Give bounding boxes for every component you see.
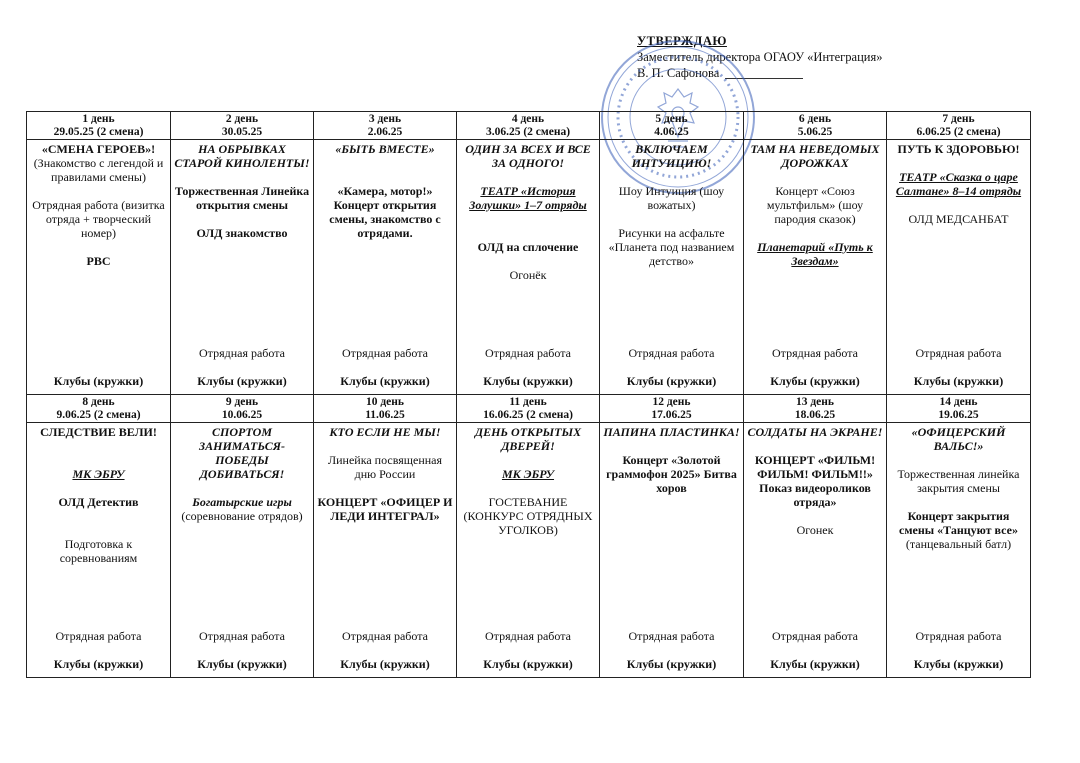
approval-position: Заместитель директора ОГАОУ «Интеграция» [637,50,883,64]
day-theme: КТО ЕСЛИ НЕ МЫ! [329,425,441,439]
event-text: МК ЭБРУ [501,467,555,481]
event-text: ОЛД МЕДСАНБАТ [908,212,1009,226]
approval-signature-row [637,65,937,81]
event-text: КОНЦЕРТ «ОФИЦЕР И ЛЕДИ ИНТЕГРАЛ» [317,495,453,523]
day-number: 6 день [798,113,832,125]
day-header [171,112,314,140]
day-header [887,112,1031,140]
day-theme: ПАПИНА ПЛАСТИНКА! [603,425,740,439]
event-text: Концерт «Золотой граммофон 2025» Битва хоров [606,453,737,495]
day-date: 11.06.25 [365,409,405,421]
event-text: РВС [86,254,111,268]
day-header [457,395,600,423]
day-date: 19.06.25 [938,409,979,421]
day-number: 5 день [655,113,688,125]
day-header [314,112,457,140]
event-text: Планетарий «Путь к Звездам» [757,240,873,268]
day-header [27,395,171,423]
day-cell-1 [27,140,171,395]
clubs-label: Клубы (кружки) [626,374,717,388]
event-text: ОЛД Детектив [58,495,139,509]
day-date: 4.06.25 [654,126,689,138]
day-number: 2 день [225,113,259,125]
squad-work-label: Отрядная работа [772,346,858,360]
day-cell-8 [27,423,171,678]
squad-work-label: Отрядная работа [628,629,715,643]
day-cell-14 [887,423,1031,678]
clubs-label: Клубы (кружки) [197,374,287,388]
day-header [27,112,171,140]
theme-note: (Знакомство с легендой и правилами смены) [33,156,164,184]
day-theme: СПОРТОМ ЗАНИМАТЬСЯ- ПОБЕДЫ ДОБИВАТЬСЯ! [199,425,285,481]
schedule-table [26,111,1031,678]
day-theme: НА ОБРЫВКАХ СТАРОЙ КИНОЛЕНТЫ! [174,142,310,170]
clubs-label: Клубы (кружки) [53,657,144,671]
event-text: Рисунки на асфальте «Планета под названием детство» [608,226,735,268]
event-text: Торжественная линейка закрытия смены [897,467,1020,495]
day-theme: СЛЕДСТВИЕ ВЕЛИ! [40,425,157,439]
event-text: Торжественная Линейка открытия смены [174,184,310,212]
day-number: 3 день [368,113,402,125]
day-date: 9.06.25 (2 смена) [56,409,141,421]
day-header [887,395,1031,423]
day-date: 6.06.25 (2 смена) [916,126,1001,138]
event-text: ТЕАТР «История Золушки» 1–7 отряды [469,184,587,212]
day-header [457,112,600,140]
approval-block [637,33,937,81]
event-text: ТЕАТР «Сказка о царе Салтане» 8–14 отряды [895,170,1022,198]
clubs-label: Клубы (кружки) [626,657,717,671]
day-date: 29.05.25 (2 смена) [53,126,144,138]
day-date: 18.06.25 [794,409,836,421]
day-cell-10 [314,423,457,678]
day-theme: СОЛДАТЫ НА ЭКРАНЕ! [747,425,883,439]
day-number: 1 день [82,113,115,125]
day-header [171,395,314,423]
clubs-label: Клубы (кружки) [483,657,573,671]
header-row-week1 [27,112,1031,140]
squad-work-label: Отрядная работа [199,629,285,643]
event-text: Концерт «Союз мультфильм» (шоу пародия сказок) [766,184,864,226]
event-text: КОНЦЕРТ «ФИЛЬМ!ФИЛЬМ! ФИЛЬМ!!» Показ видеороликов отряда» [754,453,876,509]
day-date: 17.06.25 [651,409,692,421]
day-date: 2.06.25 [367,126,403,138]
day-cell-2 [171,140,314,395]
day-cell-9 [171,423,314,678]
event-text: Богатырские игры [192,495,292,509]
day-header [600,395,744,423]
day-theme: «СМЕНА ГЕРОЕВ»! [41,142,156,156]
clubs-label: Клубы (кружки) [770,657,860,671]
event-text: Концерт закрытия смены «Танцуют все» [899,509,1018,537]
day-number: 7 день [942,113,975,125]
squad-work-label: Отрядная работа [915,346,1002,360]
day-cell-12 [600,423,744,678]
day-number: 14 день [939,396,978,408]
day-cell-3 [314,140,457,395]
squad-work-label: Отрядная работа [55,629,142,643]
clubs-label: Клубы (кружки) [483,374,573,388]
event-text: ОЛД знакомство [196,226,288,240]
approval-title: УТВЕРЖДАЮ [637,34,727,48]
clubs-label: Клубы (кружки) [770,374,860,388]
event-text: ОЛД на сплочение [477,240,579,254]
clubs-label: Клубы (кружки) [340,657,430,671]
event-text: МК ЭБРУ [72,467,125,481]
day-cell-6 [744,140,887,395]
squad-work-label: Отрядная работа [485,346,571,360]
clubs-label: Клубы (кружки) [913,374,1004,388]
body-row-week2 [27,423,1031,678]
squad-work-label: Отрядная работа [485,629,571,643]
day-theme: ПУТЬ К ЗДОРОВЬЮ! [897,142,1020,156]
day-theme: ВКЛЮЧАЕМ ИНТУИЦИЮ! [631,142,712,170]
body-row-week1 [27,140,1031,395]
event-text: Шоу Интуиция (шоу вожатых) [618,184,725,212]
day-date: 16.06.25 (2 смена) [483,409,573,421]
squad-work-label: Отрядная работа [772,629,858,643]
day-header [744,395,887,423]
event-text: ГОСТЕВАНИЕ (КОНКУРС ОТРЯДНЫХ УГОЛКОВ) [463,495,593,537]
event-note: (соревнование отрядов) [181,509,303,523]
event-text: Линейка посвященная дню России [327,453,443,481]
day-cell-11 [457,423,600,678]
day-cell-5 [600,140,744,395]
day-theme: «ОФИЦЕРСКИЙ ВАЛЬС!» [911,425,1006,453]
day-cell-4 [457,140,600,395]
squad-work-label: Отрядная работа [342,629,428,643]
day-theme: «БЫТЬ ВМЕСТЕ» [335,142,435,156]
event-text: Отрядная работа (визитка отряда + творческий номер) [32,198,165,240]
signature-line [725,78,803,79]
clubs-label: Клубы (кружки) [913,657,1004,671]
day-theme: ДЕНЬ ОТКРЫТЫХ ДВЕРЕЙ! [474,425,582,453]
day-date: 3.06.25 (2 смена) [485,126,571,138]
clubs-label: Клубы (кружки) [340,374,430,388]
day-theme: ТАМ НА НЕВЕДОМЫХ ДОРОЖКАХ [750,142,880,170]
event-text: Подготовка к соревнованиям [59,537,138,565]
day-number: 9 день [225,396,259,408]
day-number: 8 день [82,396,115,408]
squad-work-label: Отрядная работа [628,346,715,360]
day-theme: ОДИН ЗА ВСЕХ И ВСЕ ЗА ОДНОГО! [465,142,591,170]
squad-work-label: Отрядная работа [199,346,285,360]
squad-work-label: Отрядная работа [342,346,428,360]
event-text: Огонек [796,523,834,537]
event-text: «Камера, мотор!» Концерт открытия смены, знакомство с отрядами. [329,184,441,240]
clubs-label: Клубы (кружки) [197,657,287,671]
day-date: 30.05.25 [221,126,263,138]
day-cell-7 [887,140,1031,395]
clubs-label: Клубы (кружки) [53,374,144,388]
event-text: Огонёк [509,268,547,282]
day-number: 10 день [365,396,404,408]
day-number: 11 день [509,396,547,408]
day-header [600,112,744,140]
day-date: 5.06.25 [797,126,833,138]
day-number: 12 день [652,396,691,408]
day-header [314,395,457,423]
squad-work-label: Отрядная работа [915,629,1002,643]
day-header [744,112,887,140]
header-row-week2 [27,395,1031,423]
day-cell-13 [744,423,887,678]
approval-name: В. П. Сафонова [637,66,720,80]
day-number: 4 день [511,113,545,125]
day-date: 10.06.25 [221,409,263,421]
event-note: (танцевальный батл) [905,537,1012,551]
day-number: 13 день [795,396,834,408]
